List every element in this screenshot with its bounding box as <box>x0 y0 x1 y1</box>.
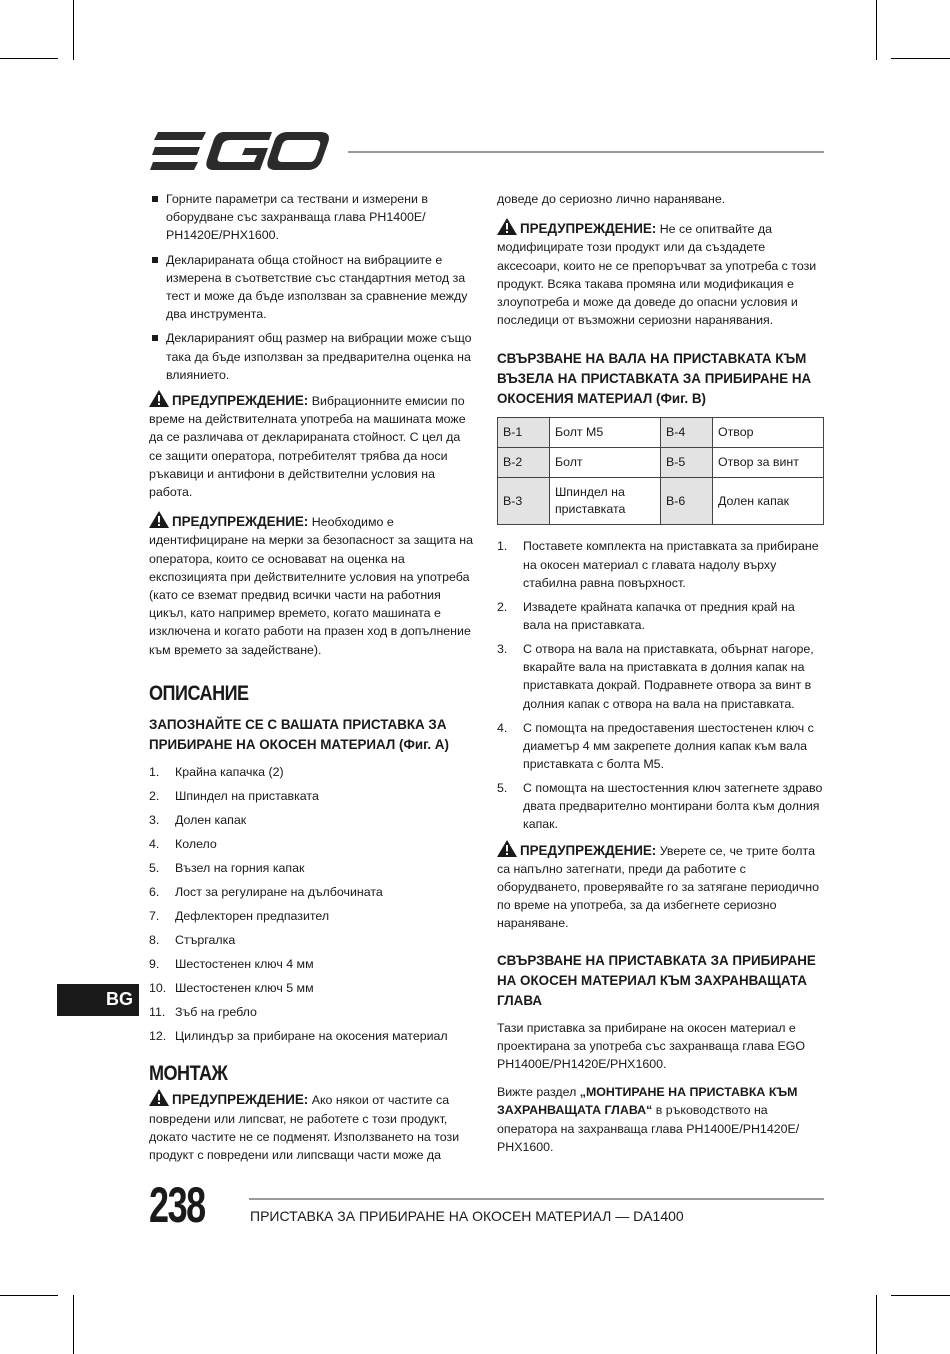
warning-vibration <box>149 390 475 501</box>
warning-modification <box>497 218 824 329</box>
list-item: 2. Шпиндел на приставката <box>149 789 319 804</box>
parts-list <box>149 763 475 1045</box>
list-item: 4. С помощта на предоставения шестостенен ключ с диаметър 4 мм закрепете долния капак към вала приставката с болта M5. <box>497 720 814 772</box>
table-cell: B-1 <box>498 418 550 448</box>
paragraph: Тази приставка за прибиране на окосен материал е проектирана за употреба със захранваща глава EGO PH1400E/PH1420E/PHX1600. <box>497 1020 806 1072</box>
crop-mark <box>891 58 950 59</box>
crop-mark <box>0 1295 58 1296</box>
section-title-assembly: МОНТАЖ <box>149 1062 228 1086</box>
ego-logo <box>150 130 330 172</box>
header-rule <box>348 151 824 153</box>
paragraph: Вижте раздел „МОНТИРАНЕ НА ПРИСТАВКА КЪМ ЗАХРАНВАЩАТА ГЛАВА“ в ръководството на оператора на захранваща глава PH1400E/PH1420E/ PHX1600. <box>497 1085 800 1154</box>
section-title-description: ОПИСАНИЕ <box>149 681 249 705</box>
footer-rule <box>249 1198 824 1200</box>
list-item: 3. Долен капак <box>149 813 247 828</box>
table-cell: Шпиндел на приставката <box>549 478 660 525</box>
table-cell: Болт M5 <box>549 418 660 448</box>
table-row <box>498 448 824 478</box>
warning-text: Вибрационните емисии по време на действителната употреба на машината може да се различава от декларираната стойност. С цел да се защити оператора, потребителят трябва да носи ръкавици и антифони в действителни условия на работа. <box>149 394 466 500</box>
warning-text: Не се опитвайте да модифицирате този продукт или да създадете аксесоари, които не се препоръчват за употреба с този продукт. Всяка такава промяна или модификация е злоупотреба и може да доведе до опасни условия и последици от възможни сериозни наранявания. <box>497 222 817 328</box>
table-cell: B-3 <box>498 478 550 525</box>
warning-triangle-icon <box>149 511 169 528</box>
left-column <box>149 190 475 1164</box>
page-number: 238 <box>149 1177 205 1233</box>
list-item: 4. Колело <box>149 837 217 852</box>
table-cell: B-4 <box>660 418 712 448</box>
list-item: 2. Извадете крайната капачка от предния край на вала на приставката. <box>497 599 795 633</box>
footer-title: ПРИСТАВКА ЗА ПРИБИРАНЕ НА ОКОСЕН МАТЕРИАЛ — DA1400 <box>250 1208 684 1224</box>
list-item: Декларираната обща стойност на вибрациите е измерена в съответствие със стандартния метод за тест и може да бъде използван за сравнение между два инструмента. <box>149 251 475 324</box>
crop-mark <box>73 0 74 60</box>
warning-text: Необходимо е идентифициране на мерки за безопасност за защита на оператора, които се основават на оценка на експозицията при действителните условия на употреба (като се вземат предвид всички части на работния цикъл, като например времето, когато машината е изключена и когато работи на празен ход в допълнение към времето за задействане). <box>149 515 474 657</box>
warning-damaged-parts <box>149 1089 475 1164</box>
table-cell: Болт <box>549 448 660 478</box>
warning-label: ПРЕДУПРЕЖДЕНИЕ: <box>172 393 309 409</box>
crop-mark <box>891 1295 950 1296</box>
assembly-steps <box>497 537 824 833</box>
warning-triangle-icon <box>497 218 517 235</box>
list-item: 3. С отвора на вала на приставката, обърнат нагоре, вкарайте вала на приставката в долния капак на приставката докрай. Подравнете отвора за винт в долния капак с отвора на вала на приставката. <box>497 642 814 711</box>
list-item: 5. С помощта на шестостенния ключ затегнете здраво двата предварително монтирани болта към долния капак. <box>497 781 823 832</box>
table-row <box>498 478 824 525</box>
crop-mark <box>73 1295 74 1354</box>
warning-triangle-icon <box>149 1089 169 1106</box>
warning-text: Уверете се, че трите болта са напълно затегнати, преди да работите с оборудването, проверявайте го за затягане периодично по време на употреба, за да избегнете сериозно нараняване. <box>497 843 819 931</box>
warning-text: Ако някои от частите са повредени или липсват, не работете с този продукт, докато частите не се подменят. Използването на този продукт с повредени или липсващи части може да <box>149 1093 460 1163</box>
subsection-title-know-attachment: ЗАПОЗНАЙТЕ СЕ С ВАШАТА ПРИСТАВКА ЗА ПРИБИРАНЕ НА ОКОСЕН МАТЕРИАЛ (Фиг. A) <box>149 717 449 753</box>
list-item: 11. Зъб на гребло <box>149 1005 257 1020</box>
table-row <box>498 418 824 448</box>
list-item: 10. Шестостенен ключ 5 мм <box>149 981 314 996</box>
warning-label: ПРЕДУПРЕЖДЕНИЕ: <box>172 514 309 530</box>
warning-bolts-tightened <box>497 840 824 933</box>
warning-safety-measures <box>149 511 475 659</box>
list-item: 8. Стъргалка <box>149 933 236 948</box>
list-item: 6. Лост за регулиране на дълбочината <box>149 885 383 900</box>
parts-table-fig-b <box>497 417 824 525</box>
table-cell: B-6 <box>660 478 712 525</box>
list-item: 7. Дефлекторен предпазител <box>149 909 330 924</box>
warning-label: ПРЕДУПРЕЖДЕНИЕ: <box>520 842 657 858</box>
table-cell: Отвор <box>712 418 823 448</box>
warning-triangle-icon <box>497 840 517 857</box>
table-cell: B-5 <box>660 448 712 478</box>
list-item: 1. Поставете комплекта на приставката за прибиране на окосен материал с главата надолу върху стабилна равна повърхност. <box>497 539 819 590</box>
warning-label: ПРЕДУПРЕЖДЕНИЕ: <box>520 221 657 237</box>
list-item: 5. Възел на горния капак <box>149 861 305 876</box>
warning-triangle-icon <box>149 390 169 407</box>
section-reference: „МОНТИРАНЕ НА ПРИСТАВКА КЪМ ЗАХРАНВАЩАТА ГЛАВА“ <box>497 1085 798 1118</box>
right-column <box>497 190 824 1166</box>
crop-mark <box>0 58 58 59</box>
table-cell: B-2 <box>498 448 550 478</box>
list-item: Декларираният общ размер на вибрации може също така да бъде използван за предварителна оценка на влиянието. <box>149 329 475 384</box>
warning-label: ПРЕДУПРЕЖДЕНИЕ: <box>172 1092 309 1108</box>
language-tab: BG <box>57 984 139 1016</box>
list-item: 9. Шестостенен ключ 4 мм <box>149 957 314 972</box>
subsection-title-connect-shaft: СВЪРЗВАНЕ НА ВАЛА НА ПРИСТАВКАТА КЪМ ВЪЗЕЛА НА ПРИСТАВКАТА ЗА ПРИБИРАНЕ НА ОКОСЕНИЯ МАТЕРИАЛ (Фиг. B) <box>497 351 812 407</box>
crop-mark <box>876 1295 877 1354</box>
list-item: 12. Цилиндър за прибиране на окосения материал <box>149 1029 448 1044</box>
crop-mark <box>876 0 877 60</box>
table-cell: Долен капак <box>712 478 823 525</box>
subsection-title-connect-power-head: СВЪРЗВАНЕ НА ПРИСТАВКАТА ЗА ПРИБИРАНЕ НА ОКОСЕН МАТЕРИАЛ КЪМ ЗАХРАНВАЩАТА ГЛАВА <box>497 952 816 1008</box>
list-item: Горните параметри са тествани и измерени в оборудване със захранваща глава PH1400E/ PH1420E/PHX1600. <box>149 190 475 245</box>
continued-text: доведе до сериозно лично нараняване. <box>497 192 726 206</box>
table-cell: Отвор за винт <box>712 448 823 478</box>
list-item: 1. Крайна капачка (2) <box>149 765 284 780</box>
vibration-notes <box>149 190 475 384</box>
